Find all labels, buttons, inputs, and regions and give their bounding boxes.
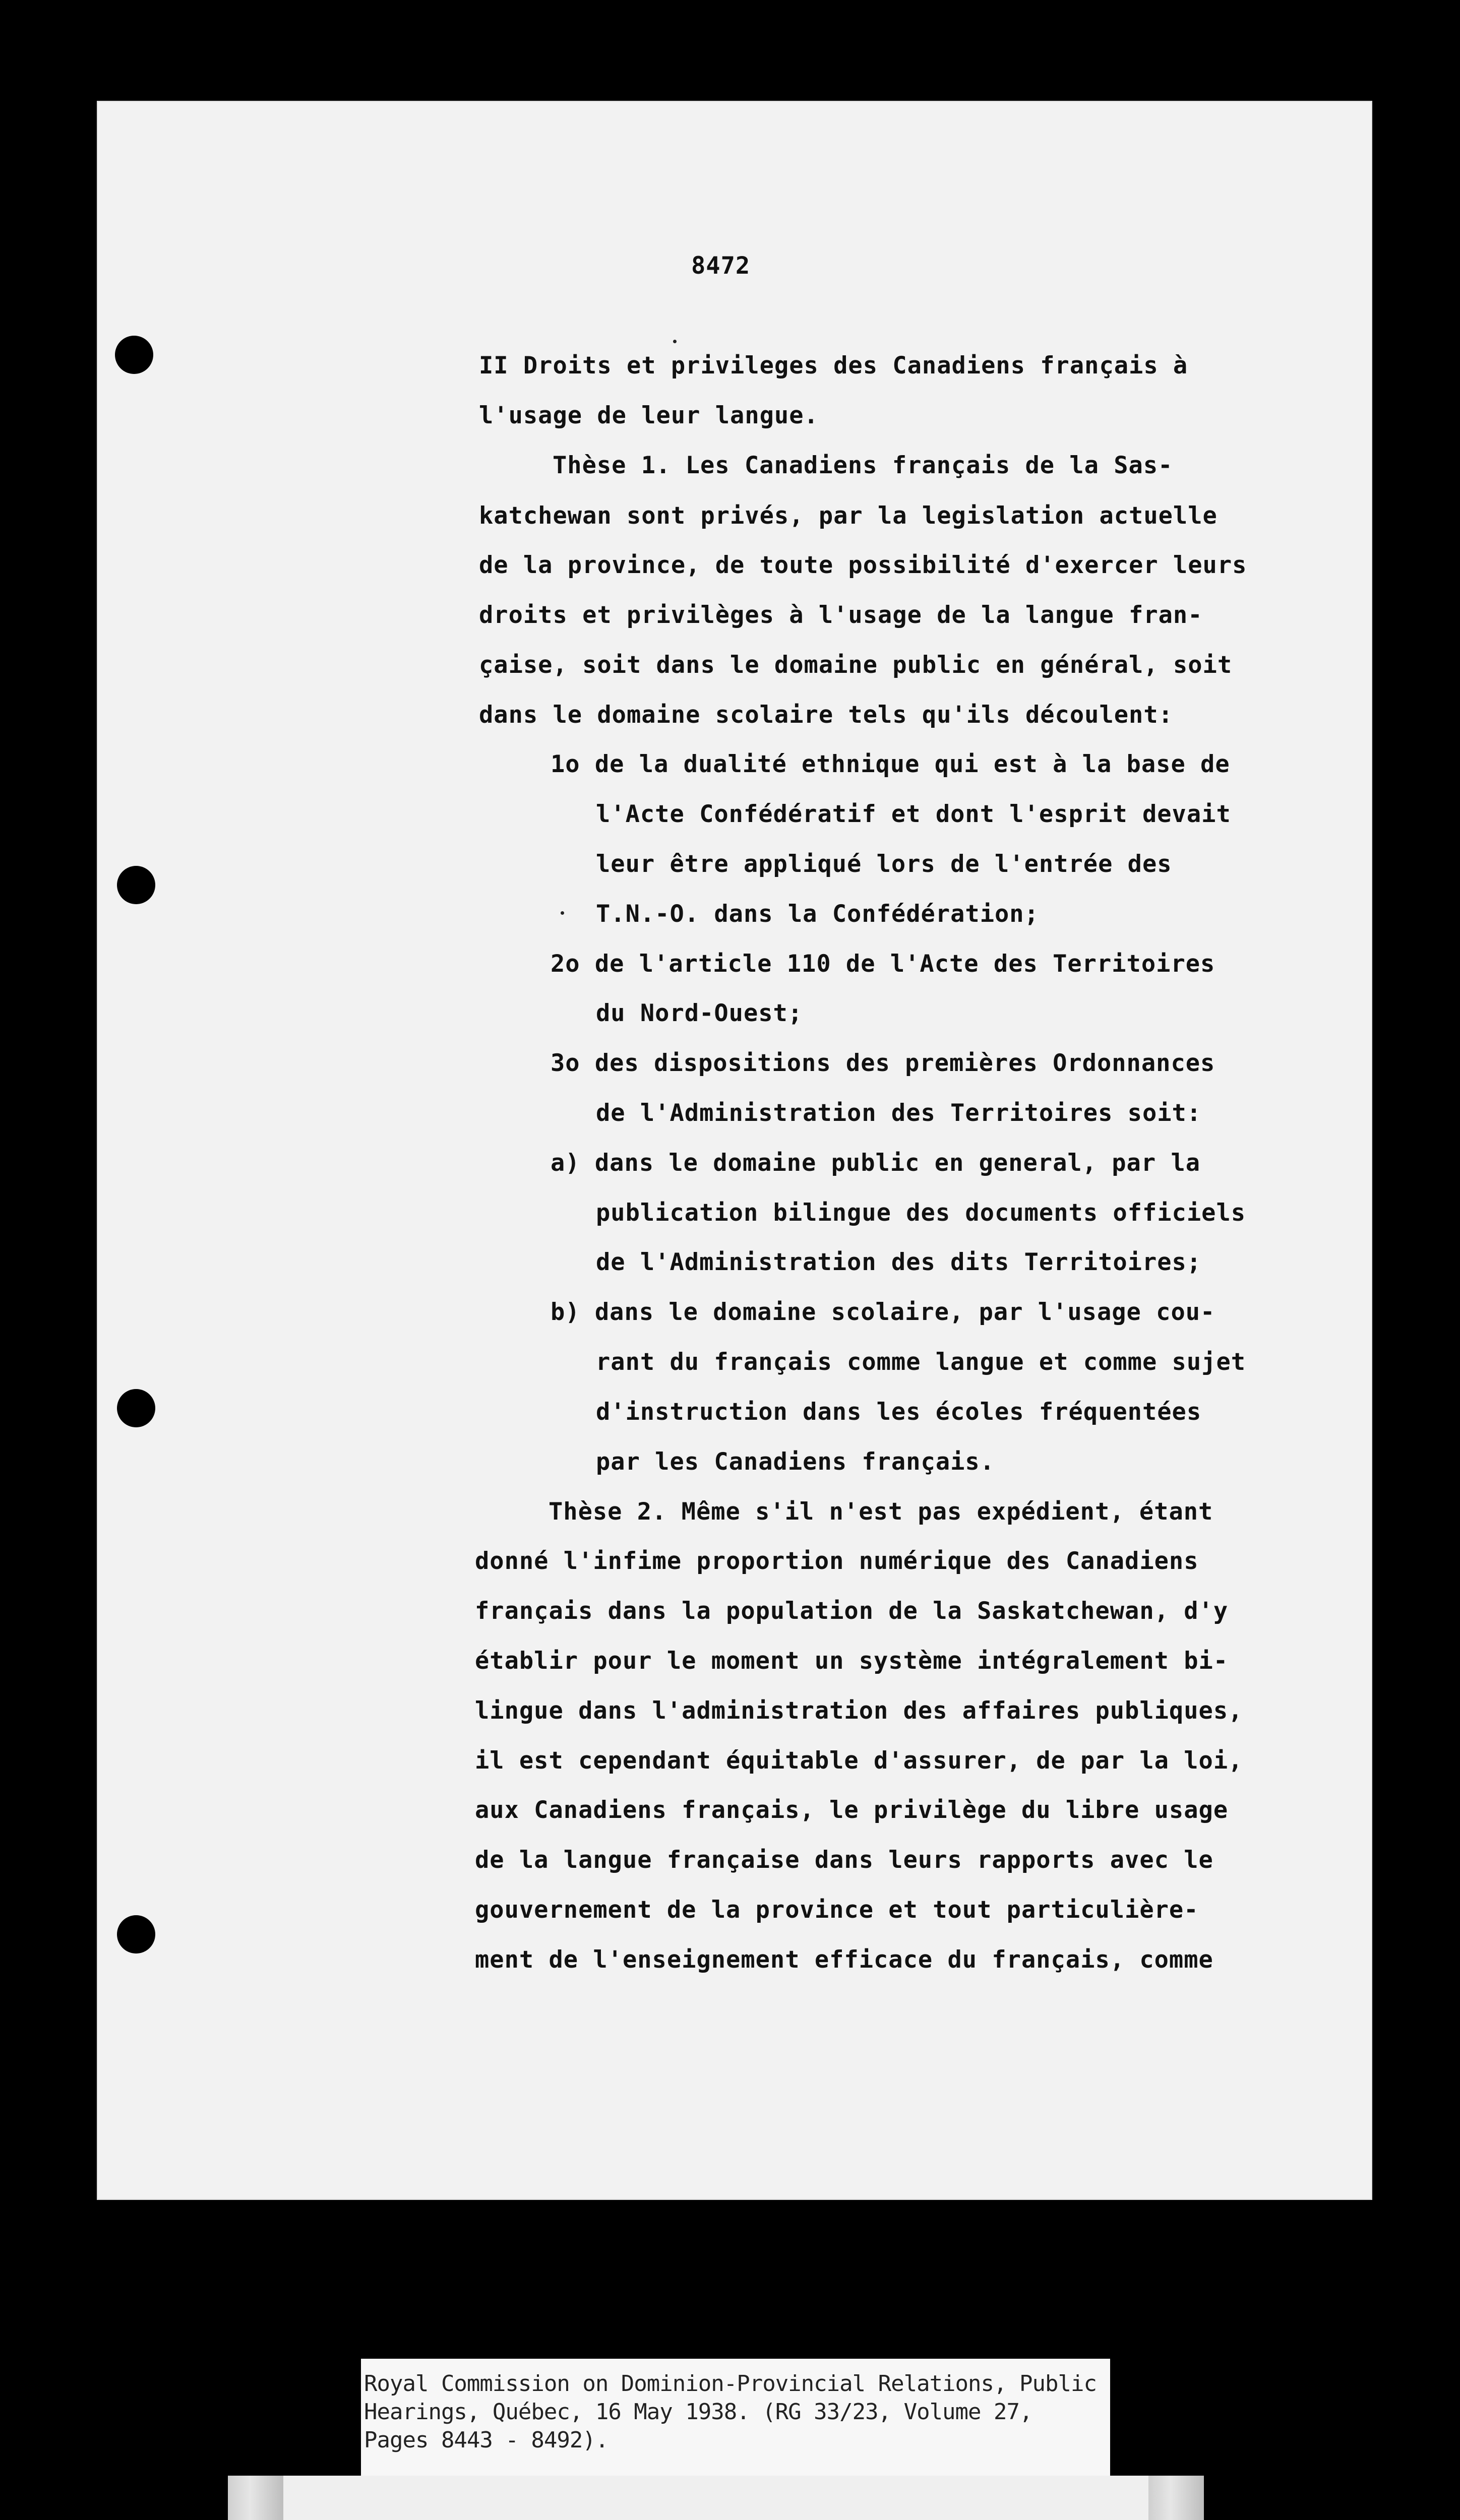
- text-line: l'usage de leur langue.: [479, 402, 819, 429]
- text-line: droits et privilèges à l'usage de la langue fran-: [479, 601, 1203, 629]
- text-line: du Nord-Ouest;: [596, 999, 803, 1027]
- text-line: Thèse 1. Les Canadiens français de la Sas-: [553, 452, 1173, 479]
- page-number: 8472: [691, 252, 751, 280]
- stamp-edge: [228, 2476, 283, 2520]
- text-line: de l'Administration des Territoires soit:: [596, 1099, 1202, 1127]
- punch-hole: [117, 866, 155, 904]
- text-line: b) dans le domaine scolaire, par l'usage cou-: [551, 1298, 1215, 1326]
- text-line: lingue dans l'administration des affaires publiques,: [475, 1697, 1243, 1725]
- stray-mark: [673, 340, 677, 343]
- text-line: il est cependant équitable d'assurer, de par la loi,: [475, 1747, 1243, 1775]
- text-line: Thèse 2. Même s'il n'est pas expédient, étant: [549, 1498, 1213, 1526]
- text-line: français dans la population de la Saskatchewan, d'y: [475, 1597, 1229, 1625]
- text-line: de la province, de toute possibilité d'exercer leurs: [479, 551, 1247, 579]
- archives-stamp: [228, 2476, 1204, 2520]
- slip-line: Royal Commission on Dominion-Provincial Relations, Public: [364, 2371, 1097, 2397]
- stray-mark: [561, 911, 564, 915]
- text-line: d'instruction dans les écoles fréquentées: [596, 1398, 1202, 1426]
- text-line: katchewan sont privés, par la legislation actuelle: [479, 502, 1218, 530]
- text-line: de la langue française dans leurs rapports avec le: [475, 1846, 1213, 1874]
- text-line: publication bilingue des documents officiels: [596, 1199, 1246, 1227]
- text-line: T.N.-O. dans la Confédération;: [596, 900, 1039, 928]
- text-line: 2o de l'article 110 de l'Acte des Territoires: [551, 950, 1215, 978]
- text-line: rant du français comme langue et comme sujet: [596, 1348, 1246, 1376]
- slip-line: Hearings, Québec, 16 May 1938. (RG 33/23, Volume 27,: [364, 2399, 1032, 2425]
- text-line: donné l'infime proportion numérique des Canadiens: [475, 1547, 1199, 1575]
- text-line: 3o des dispositions des premières Ordonnances: [551, 1049, 1215, 1077]
- text-line: 1o de la dualité ethnique qui est à la base de: [551, 750, 1230, 778]
- text-line: a) dans le domaine public en general, par la: [551, 1149, 1201, 1177]
- text-line: gouvernement de la province et tout particulière-: [475, 1896, 1199, 1924]
- text-line: ment de l'enseignement efficace du français, comme: [475, 1946, 1213, 1974]
- text-line: dans le domaine scolaire tels qu'ils découlent:: [479, 701, 1173, 729]
- text-line: aux Canadiens français, le privilège du libre usage: [475, 1796, 1229, 1824]
- text-line: çaise, soit dans le domaine public en général, soit: [479, 651, 1233, 679]
- text-line: II Droits et privileges des Canadiens français à: [479, 352, 1188, 380]
- text-line: par les Canadiens français.: [596, 1448, 995, 1476]
- slip-line: Pages 8443 - 8492).: [364, 2427, 609, 2453]
- text-line: de l'Administration des dits Territoires;: [596, 1248, 1202, 1276]
- document-page: [97, 101, 1372, 2200]
- punch-hole: [117, 1389, 155, 1427]
- punch-hole: [117, 1915, 155, 1954]
- archive-reference-slip: [361, 2359, 1110, 2476]
- stamp-edge: [1148, 2476, 1204, 2520]
- punch-hole: [115, 336, 153, 374]
- text-line: leur être appliqué lors de l'entrée des: [596, 850, 1172, 878]
- text-line: établir pour le moment un système intégralement bi-: [475, 1647, 1229, 1675]
- text-line: l'Acte Confédératif et dont l'esprit devait: [596, 800, 1231, 828]
